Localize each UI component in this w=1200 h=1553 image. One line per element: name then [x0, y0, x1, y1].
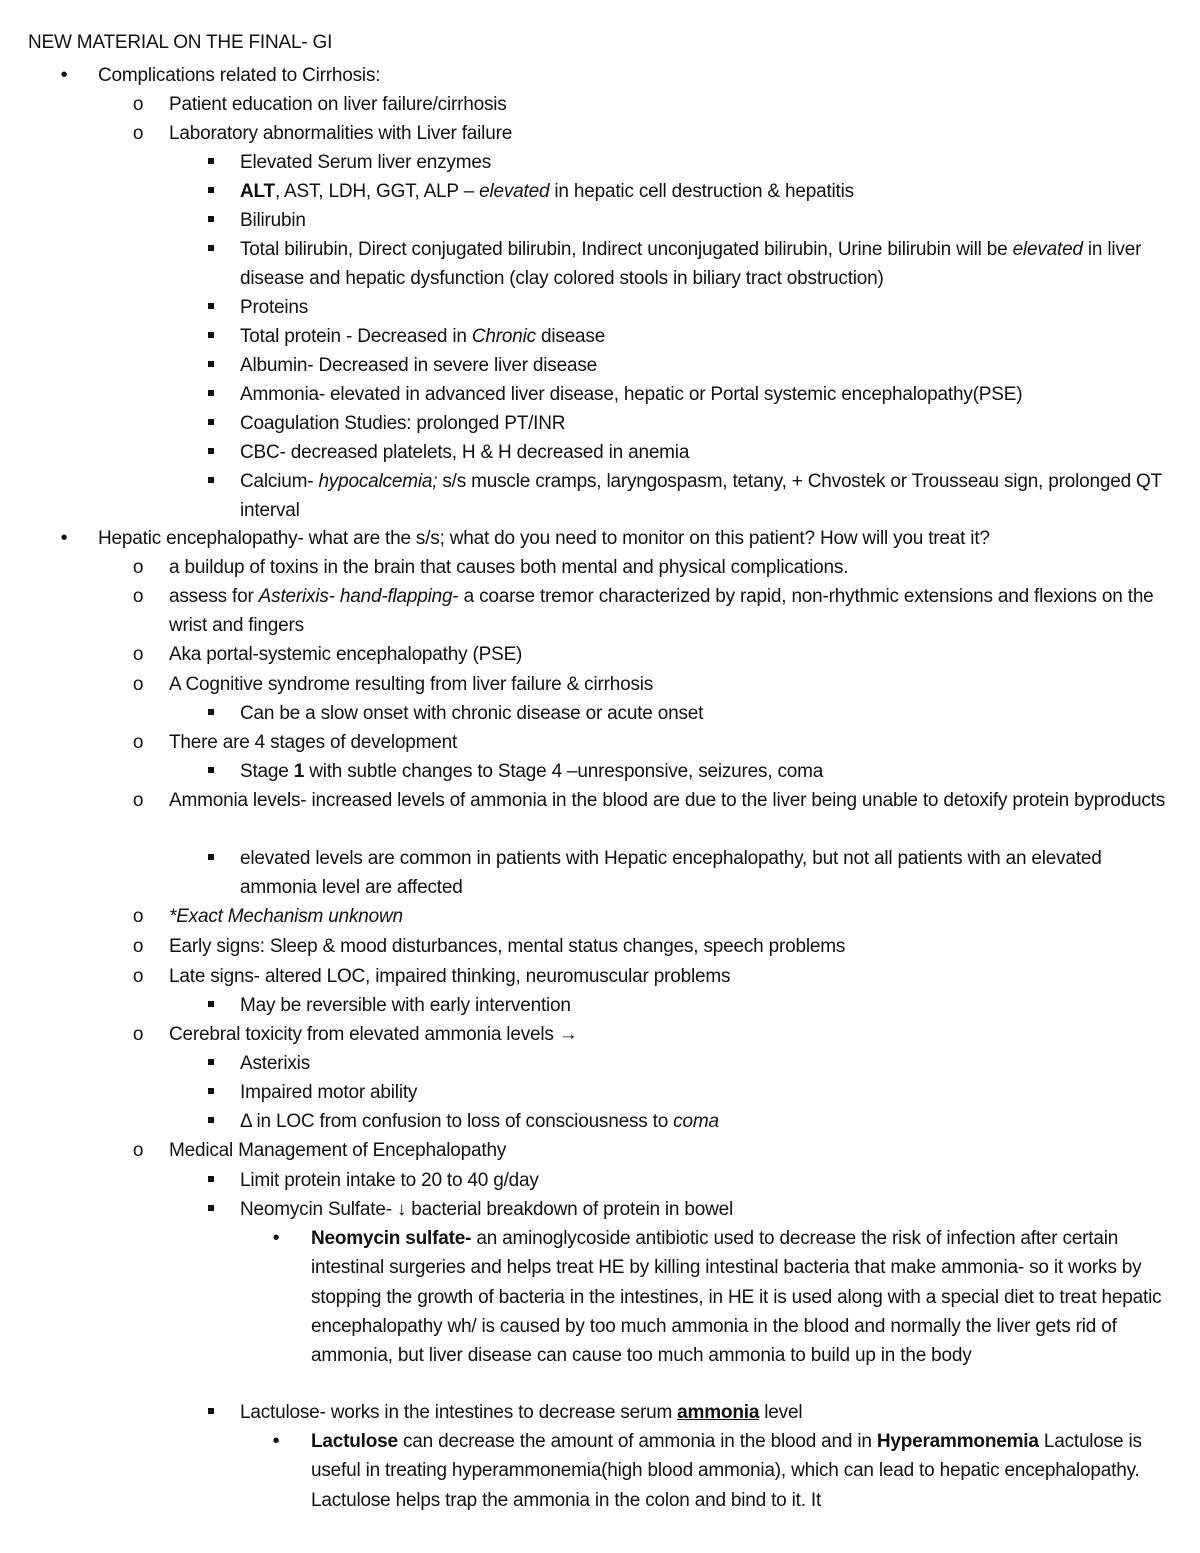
square-bullet-icon [206, 206, 216, 235]
square-bullet-icon [206, 1398, 216, 1427]
text-run: Elevated Serum liver enzymes [240, 152, 492, 173]
circle-bullet-icon: o [132, 906, 144, 927]
text-run: Coagulation Studies: prolonged PT/INR [240, 413, 566, 434]
circle-bullet-icon: o [132, 94, 144, 115]
list-item-text [169, 557, 848, 578]
text-run: hypocalcemia; [318, 471, 438, 492]
list-item [240, 322, 1175, 351]
list-item-text [311, 1431, 1142, 1511]
text-run: Calcium- [240, 471, 319, 492]
list-item-text [169, 644, 522, 665]
square-bullet-icon [206, 1049, 216, 1078]
circle-bullet-icon: o [132, 966, 144, 987]
text-run: coma [673, 1111, 719, 1132]
text-run: a buildup of toxins in the brain that causes both mental and physical complications. [169, 557, 849, 578]
text-run: disease [535, 326, 606, 347]
list-item-text [240, 355, 597, 376]
list-item-text [240, 1170, 539, 1191]
text-run: level [759, 1402, 803, 1423]
text-run: elevated [1012, 239, 1083, 260]
list-item-text [240, 181, 854, 202]
list-item-text [169, 732, 457, 753]
list-item [240, 235, 1175, 294]
text-run: Δ in LOC from confusion to loss of consciousness to [240, 1111, 674, 1132]
circle-bullet-icon: o [132, 936, 144, 957]
text-run: Limit protein intake to 20 to 40 g/day [240, 1170, 539, 1191]
list-item [132, 786, 1173, 815]
text-run: Lactulose- works in the intestines to decrease serum [240, 1402, 678, 1423]
text-run: Can be a slow onset with chronic disease or acute onset [240, 703, 704, 724]
text-run: - a coarse tremor characterized by rapid, non-rhythmic extensions and flexions on the wrist and fingers [169, 586, 1154, 637]
text-run: Lactulose [311, 1431, 398, 1452]
list-item-text [169, 94, 507, 115]
circle-bullet-icon: o [132, 790, 144, 811]
text-run: Neomycin Sulfate- ↓ bacterial breakdown of protein in bowel [240, 1199, 734, 1220]
list-item [132, 582, 1173, 641]
text-run: Aka portal-systemic encephalopathy (PSE) [169, 644, 523, 665]
list-item-text [169, 674, 653, 695]
list-item-text [240, 239, 1141, 289]
text-run: Cerebral toxicity from elevated ammonia levels → [169, 1024, 578, 1045]
square-bullet-icon [206, 322, 216, 351]
list-item-text [240, 848, 1102, 898]
text-run: in hepatic cell destruction & hepatitis [549, 181, 854, 202]
list-item-text [240, 1402, 802, 1423]
list-item-text [98, 528, 990, 549]
text-run: Albumin- Decreased in severe liver disease [240, 355, 597, 376]
list-item-text [240, 1053, 310, 1074]
list-item-text [240, 152, 491, 173]
square-bullet-icon [206, 177, 216, 206]
circle-bullet-icon: o [132, 586, 144, 607]
list-item [132, 962, 1173, 991]
list-item-text [169, 906, 403, 927]
text-run: elevated [479, 181, 550, 202]
text-run: Proteins [240, 297, 309, 318]
square-bullet-icon [206, 1078, 216, 1107]
list-item-text [311, 1228, 1161, 1366]
text-run: Ammonia- elevated in advanced liver disease, hepatic or Portal systemic encephalopathy(PSE) [240, 384, 1023, 405]
text-run: in liver disease and hepatic dysfunction (clay colored stools in biliary tract obstruction) [240, 239, 1142, 290]
list-item [60, 524, 1173, 553]
list-item [240, 1107, 1175, 1136]
circle-bullet-icon: o [132, 674, 144, 695]
square-bullet-icon [206, 438, 216, 467]
list-item-text [169, 1140, 506, 1161]
list-item-text [169, 586, 1154, 636]
text-run: Lactulose is useful in treating hyperammonemia(high blood ammonia), which can lead to hepatic encephalopathy. Lactulose helps trap the ammonia in the colon and bind to it. It [311, 1431, 1142, 1511]
circle-bullet-icon: o [132, 123, 144, 144]
list-item [240, 293, 1175, 322]
list-item [240, 438, 1175, 467]
list-item [240, 699, 1175, 728]
text-run: Early signs: Sleep & mood disturbances, mental status changes, speech problems [169, 936, 846, 957]
text-run: can decrease the amount of ammonia in the blood and in [397, 1431, 877, 1452]
text-run: CBC- decreased platelets, H & H decreased in anemia [240, 442, 690, 463]
circle-bullet-icon: o [132, 644, 144, 665]
list-item-text [240, 471, 1162, 521]
square-bullet-icon [206, 467, 216, 496]
dot-bullet-icon: • [272, 1430, 280, 1452]
square-bullet-icon [206, 991, 216, 1020]
text-run: Patient education on liver failure/cirrhosis [169, 94, 507, 115]
list-item-text [240, 326, 605, 347]
list-item-text [240, 1199, 733, 1220]
square-bullet-icon [206, 148, 216, 177]
text-run: s/s muscle cramps, laryngospasm, tetany, + Chvostek or Trousseau sign, prolonged QT interval [240, 471, 1162, 522]
list-item [240, 467, 1175, 526]
list-item [240, 206, 1175, 235]
square-bullet-icon [206, 844, 216, 873]
square-bullet-icon [206, 351, 216, 380]
text-run: an aminoglycoside antibiotic used to decrease the risk of infection after certain intestinal surgeries and helps treat HE by killing intestinal bacteria that make ammonia- so it works by stopping the growth of bacteria in the intestines, in HE it is used along with a special diet to treat hepatic encephalopathy wh/ is caused by too much ammonia in the blood and normally the liver gets rid of ammonia, but liver disease can cause too much ammonia to build up in the body [311, 1228, 1162, 1367]
text-run: Complications related to Cirrhosis: [98, 65, 381, 86]
text-run: Laboratory abnormalities with Liver failure [169, 123, 513, 144]
list-item-text [169, 966, 730, 987]
text-run: Impaired motor ability [240, 1082, 418, 1103]
text-run: There are 4 stages of development [169, 732, 458, 753]
square-bullet-icon [206, 293, 216, 322]
text-run: with subtle changes to Stage 4 –unresponsive, seizures, coma [304, 761, 824, 782]
list-item-text [169, 123, 512, 144]
dot-bullet-icon: • [60, 64, 68, 86]
list-item-text [240, 297, 308, 318]
list-item-text [240, 384, 1022, 405]
list-item [240, 1078, 1175, 1107]
text-run: ammonia [677, 1402, 760, 1423]
circle-bullet-icon: o [132, 1140, 144, 1161]
list-item [132, 728, 1173, 757]
list-item [132, 1020, 1173, 1049]
list-item [132, 670, 1173, 699]
list-item-text [240, 413, 565, 434]
list-item [240, 1398, 1175, 1427]
list-item-text [240, 703, 703, 724]
list-item [132, 902, 1173, 931]
list-item [132, 932, 1173, 961]
list-item [240, 1195, 1175, 1224]
square-bullet-icon [206, 1107, 216, 1136]
text-run: Hyperammonemia [876, 1431, 1039, 1452]
text-run: ALT [240, 181, 275, 202]
list-item-text [98, 65, 380, 86]
list-item-text [240, 1082, 417, 1103]
list-item [240, 351, 1175, 380]
list-item [132, 553, 1173, 582]
list-item [240, 757, 1175, 786]
text-run: Bilirubin [240, 210, 306, 231]
list-item-text [240, 1111, 719, 1132]
text-run: Asterixis- hand-flapping [258, 586, 453, 607]
text-run: Asterixis [240, 1053, 310, 1074]
text-run: Medical Management of Encephalopathy [169, 1140, 507, 1161]
text-run: *Exact Mechanism unknown [169, 906, 403, 927]
circle-bullet-icon: o [132, 1024, 144, 1045]
list-item [60, 61, 1173, 90]
list-item-text [240, 442, 689, 463]
list-item [240, 177, 1175, 206]
circle-bullet-icon: o [132, 732, 144, 753]
text-run: Total protein - Decreased in [240, 326, 472, 347]
text-run: assess for [169, 586, 259, 607]
circle-bullet-icon: o [132, 557, 144, 578]
square-bullet-icon [206, 699, 216, 728]
text-run: 1 [293, 761, 305, 782]
text-run: Neomycin sulfate- [311, 1228, 472, 1249]
square-bullet-icon [206, 380, 216, 409]
text-run: Chronic [471, 326, 536, 347]
square-bullet-icon [206, 1195, 216, 1224]
list-item-text [169, 790, 1165, 811]
square-bullet-icon [206, 757, 216, 786]
text-run: Late signs- altered LOC, impaired thinking, neuromuscular problems [169, 966, 731, 987]
text-run: elevated levels are common in patients with Hepatic encephalopathy, but not all patients with an elevated ammonia level are affected [240, 848, 1102, 899]
text-run: May be reversible with early intervention [240, 995, 571, 1016]
list-item [132, 1136, 1173, 1165]
square-bullet-icon [206, 409, 216, 438]
list-item-text [169, 1024, 578, 1045]
list-item [240, 1049, 1175, 1078]
list-item [240, 148, 1175, 177]
text-run: Stage [240, 761, 294, 782]
list-item [240, 409, 1175, 438]
square-bullet-icon [206, 235, 216, 264]
list-item-text [169, 936, 845, 957]
list-item [132, 90, 1173, 119]
text-run: A Cognitive syndrome resulting from liver failure & cirrhosis [169, 674, 654, 695]
text-run: Hepatic encephalopathy- what are the s/s; what do you need to monitor on this patient? How will you treat it? [98, 528, 990, 549]
list-item [272, 1427, 1173, 1515]
list-item [240, 380, 1175, 409]
list-item [132, 119, 1173, 148]
text-run: Ammonia levels- increased levels of ammonia in the blood are due to the liver being unable to detoxify protein byproducts [169, 790, 1166, 811]
dot-bullet-icon: • [272, 1227, 280, 1249]
dot-bullet-icon: • [60, 527, 68, 549]
list-item-text [240, 761, 823, 782]
page-title: NEW MATERIAL ON THE FINAL- GI [28, 32, 333, 53]
list-item [132, 640, 1173, 669]
text-run: Total bilirubin, Direct conjugated bilirubin, Indirect unconjugated bilirubin, Urine bilirubin will be [240, 239, 1013, 260]
list-item-text [240, 210, 306, 231]
list-item [240, 844, 1175, 903]
list-item [272, 1224, 1173, 1370]
square-bullet-icon [206, 1166, 216, 1195]
list-item [240, 991, 1175, 1020]
list-item [240, 1166, 1175, 1195]
list-item-text [240, 995, 571, 1016]
text-run: , AST, LDH, GGT, ALP – [274, 181, 480, 202]
